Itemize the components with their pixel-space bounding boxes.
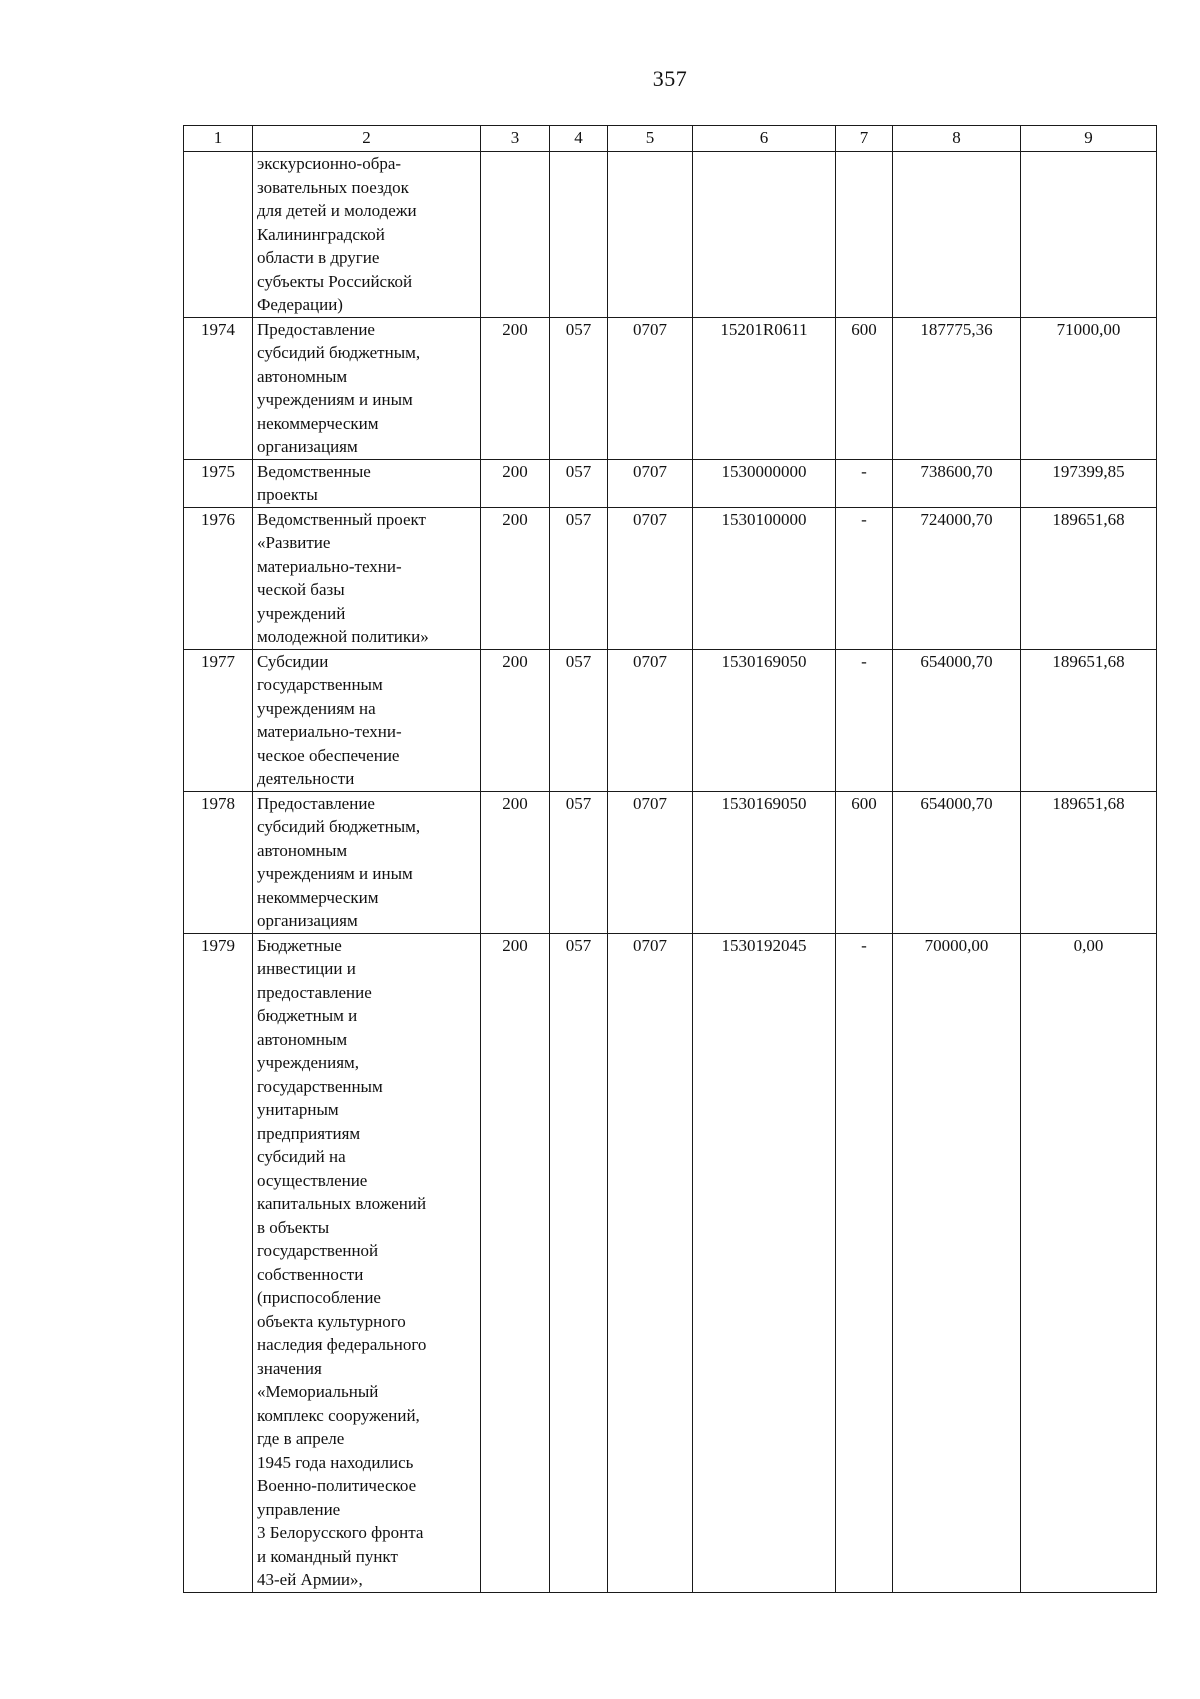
cell-col6: 1530169050 (693, 649, 836, 791)
cell-col8 (893, 152, 1021, 318)
table-row (184, 152, 1157, 318)
cell-col9 (1021, 152, 1157, 318)
cell-col4: 057 (550, 317, 608, 459)
cell-col5: 0707 (608, 507, 693, 649)
cell-col7: 600 (836, 791, 893, 933)
row-name-text: Субсидии государственным учреждениям на материально-техни- ческое обеспечение деятельности (257, 651, 402, 788)
table-row (184, 649, 1157, 791)
cell-col8: 70000,00 (893, 933, 1021, 1592)
table-row (184, 791, 1157, 933)
cell-col5: 0707 (608, 317, 693, 459)
cell-col3 (481, 152, 550, 318)
row-number-cell: 1975 (184, 459, 253, 507)
table-row (184, 507, 1157, 649)
row-name-cell (253, 791, 481, 933)
cell-col3: 200 (481, 649, 550, 791)
table-row (184, 459, 1157, 507)
row-name-text: экскурсионно-обра- зовательных поездок для детей и молодежи Калининградской области в другие субъекты Российской Федерации) (257, 154, 417, 314)
column-header: 5 (608, 126, 693, 152)
column-header: 6 (693, 126, 836, 152)
cell-col9: 0,00 (1021, 933, 1157, 1592)
cell-col8: 738600,70 (893, 459, 1021, 507)
cell-col3: 200 (481, 459, 550, 507)
row-name-cell (253, 649, 481, 791)
row-name-text: Бюджетные инвестиции и предоставление бюджетным и автономным учреждениям, государственным унитарным предприятиям субсидий на осуществление капитальных вложений в объекты государственной собственности (приспособление объекта культурного наследия федерального значения «Мемориальный комплекс сооружений, где в апреле 1945 года находились Военно-политическое управление 3 Белорусского фронта и командный пункт 43-ей Армии», (257, 935, 427, 1589)
cell-col3: 200 (481, 933, 550, 1592)
row-name-cell (253, 152, 481, 318)
row-name-text: Предоставление субсидий бюджетным, автономным учреждениям и иным некоммерческим организациям (257, 793, 421, 930)
row-name-text: Ведомственный проект «Развитие материально-техни- ческой базы учреждений молодежной политики» (257, 509, 429, 646)
cell-col9: 71000,00 (1021, 317, 1157, 459)
cell-col5 (608, 152, 693, 318)
cell-col4: 057 (550, 933, 608, 1592)
row-name-text: Ведомственные проекты (257, 461, 371, 504)
row-number-cell: 1978 (184, 791, 253, 933)
cell-col4: 057 (550, 791, 608, 933)
cell-col6: 1530192045 (693, 933, 836, 1592)
row-number-cell (184, 152, 253, 318)
cell-col6 (693, 152, 836, 318)
column-header: 1 (184, 126, 253, 152)
cell-col9: 189651,68 (1021, 791, 1157, 933)
table-body (184, 152, 1157, 1593)
cell-col6: 1530000000 (693, 459, 836, 507)
cell-col8: 187775,36 (893, 317, 1021, 459)
cell-col4: 057 (550, 459, 608, 507)
cell-col7: - (836, 933, 893, 1592)
row-name-cell (253, 459, 481, 507)
cell-col9: 189651,68 (1021, 507, 1157, 649)
row-name-cell (253, 317, 481, 459)
cell-col5: 0707 (608, 459, 693, 507)
table-row (184, 317, 1157, 459)
row-number-cell: 1979 (184, 933, 253, 1592)
cell-col7: - (836, 459, 893, 507)
cell-col7: - (836, 507, 893, 649)
cell-col4 (550, 152, 608, 318)
column-header: 8 (893, 126, 1021, 152)
cell-col6: 1530169050 (693, 791, 836, 933)
cell-col7: 600 (836, 317, 893, 459)
cell-col8: 654000,70 (893, 649, 1021, 791)
column-header: 4 (550, 126, 608, 152)
cell-col6: 1530100000 (693, 507, 836, 649)
cell-col8: 654000,70 (893, 791, 1021, 933)
row-name-cell (253, 933, 481, 1592)
cell-col3: 200 (481, 791, 550, 933)
cell-col5: 0707 (608, 933, 693, 1592)
row-number-cell: 1976 (184, 507, 253, 649)
cell-col8: 724000,70 (893, 507, 1021, 649)
column-header: 9 (1021, 126, 1157, 152)
cell-col4: 057 (550, 649, 608, 791)
column-header: 7 (836, 126, 893, 152)
cell-col3: 200 (481, 317, 550, 459)
cell-col7 (836, 152, 893, 318)
cell-col5: 0707 (608, 791, 693, 933)
cell-col9: 197399,85 (1021, 459, 1157, 507)
row-name-text: Предоставление субсидий бюджетным, автономным учреждениям и иным некоммерческим организациям (257, 319, 421, 456)
cell-col9: 189651,68 (1021, 649, 1157, 791)
page-number: 357 (652, 66, 688, 91)
cell-col5: 0707 (608, 649, 693, 791)
cell-col4: 057 (550, 507, 608, 649)
table-row (184, 933, 1157, 1592)
row-number-cell: 1974 (184, 317, 253, 459)
cell-col3: 200 (481, 507, 550, 649)
column-header: 2 (253, 126, 481, 152)
cell-col7: - (836, 649, 893, 791)
cell-col6: 15201R0611 (693, 317, 836, 459)
row-number-cell: 1977 (184, 649, 253, 791)
budget-table (183, 125, 1157, 1593)
column-number-header (184, 126, 1157, 152)
column-header: 3 (481, 126, 550, 152)
row-name-cell (253, 507, 481, 649)
